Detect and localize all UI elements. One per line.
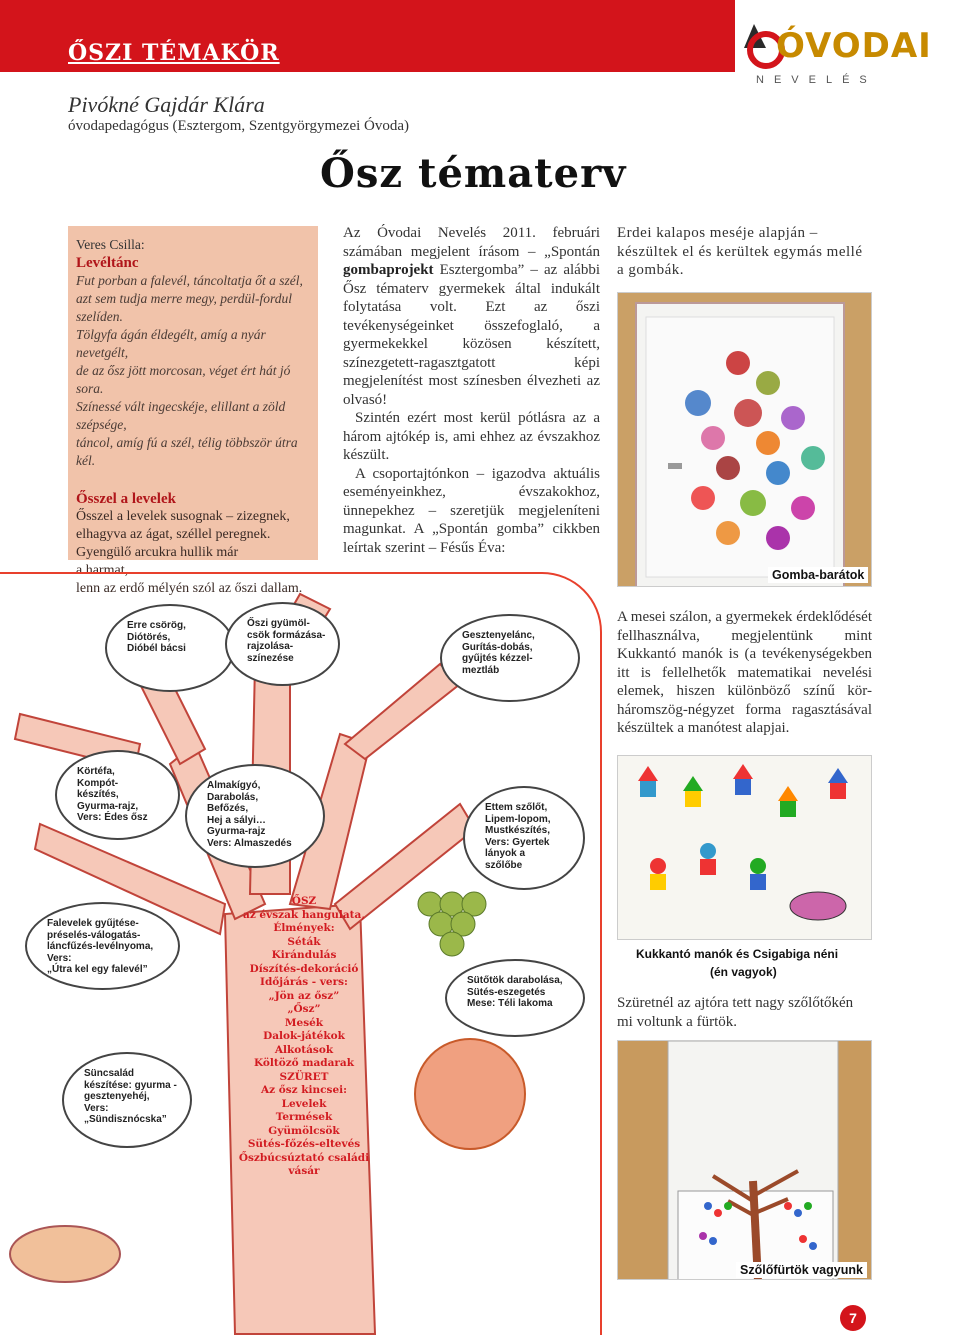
bubble-alma: Almakígyó, Darabolás, Befőzés, Hej a sályi… Gyurma-rajz Vers: Almaszedés — [185, 764, 325, 868]
caption-kukkanto-line1: Kukkantó manók és Csigabiga néni — [632, 946, 842, 962]
poem2-title: Ősszel a levelek — [76, 491, 176, 507]
body-paragraph: Az Óvodai Nevelés 2011. februári számában megjelent írásom – „Spontán gombaprojekt Esztergomba” – az alábbi Ősz tématerv gyermekek által indukált folytatása volt. Ezt az őszi tevékenységeinket összefoglaló, a gyermekekkel közösen készített, színezgetett-ragasztgatott képi megjelenítést most színesben élvezheti az olvasó! — [343, 225, 600, 408]
logo-subtext: NEVELÉS — [756, 74, 877, 86]
poem2-line: Ősszel a levelek susognak – zizegnek, — [76, 509, 290, 524]
poem-title: Levéltánc — [76, 255, 139, 271]
caption-szolofurtok: Szőlőfürtök vagyunk — [736, 1262, 867, 1278]
poem-line: Színessé vált ingecskéje, elillant a zöld szépsége, — [76, 399, 286, 432]
photo-szolofurtok-door — [617, 1040, 872, 1280]
poem-line: de az ősz jött morcosan, véget ért hát jó sora. — [76, 363, 291, 396]
poem-line: Fut porban a falevél, táncoltatja őt a szél, — [76, 273, 303, 288]
poem-box — [68, 226, 318, 596]
photo-mushroom-door — [617, 292, 872, 587]
logo-text: ÓVODAI — [776, 26, 932, 66]
poem-line: szelíden. — [76, 309, 123, 324]
poem2-line: lenn az erdő mélyén szól az őszi dallam. — [76, 581, 303, 596]
section-label: ŐSZI TÉMAKÖR — [68, 40, 280, 66]
poem-author: Veres Csilla: — [76, 237, 145, 252]
poem-line: Tölgyfa ágán éldegélt, amíg a nyár nevetgélt, — [76, 327, 266, 360]
page-number: 7 — [840, 1305, 866, 1331]
poem2-line: a harmat, — [76, 563, 129, 578]
photo-kukkanto-manok — [617, 755, 872, 940]
photo-kukkanto-image — [618, 756, 872, 940]
bubble-suncsalad: Süncsalád készítése: gyurma - gesztenyehéj, Vers: „Sündisznócska” — [62, 1052, 192, 1148]
body-column-right-intro: Erdei kalapos meséje alapján – készültek el és kerültek egymás mellé a gombák. — [617, 225, 863, 278]
section-header-band — [0, 0, 735, 72]
body-paragraph: A csoportajtónkon – igazodva aktuális eseményeinkhez, évszakokhoz, ünnepekhez – szeretjük megjeleníteni magunkat. A „Spontán gomba” cikkben leírtak szerint – Fésűs Éva: — [343, 465, 600, 556]
caption-gomba-baratok: Gomba-barátok — [768, 567, 868, 583]
article-title: Ősz tématerv — [320, 150, 627, 197]
caption-kukkanto-line2: (én vagyok) — [706, 964, 781, 980]
bubble-falevel: Falevelek gyűjtése- préselés-válogatás- láncfűzés-levélnyoma, Vers: „Útra kel egy falevél” — [25, 902, 180, 990]
photo-mushroom-door-image — [618, 293, 872, 587]
bubble-sutotok: Sütőtök darabolása, Sütés-eszegetés Mese: Téli lakoma — [445, 959, 585, 1037]
poem2-line: Gyengülő arcukra hullik már — [76, 545, 239, 560]
magazine-logo — [736, 18, 946, 92]
author-name: Pivókné Gajdár Klára — [68, 92, 265, 117]
body-column-right-middle: A mesei szálon, a gyermekek érdeklődését fellhasználva, megjelentünk mint Kukkantó manók is (a tevékenységekben itt is fellelhetők matematikai nevelési elemek, hiszen különböző színű kör-háromszög-négyzet forma ragasztásával készültek a manótest alapjai. — [617, 609, 872, 736]
tree-trunk-text: ŐSZ az évszak hangulata, Élmények: Séták Kirándulás Díszítés-dekoráció Időjárás - vers: „Jön az ősz” „Ősz” Mesék Dalok-játékok Alkotások Költöző madarak SZÜRET Az ősz kincsei: Levelek Termések Gyümölcsök Sütés-főzés-eltevés Őszbúcsúztató családi vásár — [238, 895, 370, 1177]
poem-line: táncol, amíg fú a szél, télig többször útra kél. — [76, 435, 298, 468]
photo-szolofurtok-image — [618, 1041, 872, 1280]
body-column-right-bottom: Szüretnél az ajtóra tett nagy szőlőtőkén mi voltunk a fürtök. — [617, 995, 854, 1030]
bubble-szolo: Ettem szőlőt, Lipem-lopom, Mustkészítés, Vers: Gyertek lányok a szőlőbe — [463, 786, 585, 890]
bubble-kortefa: Körtéfa, Kompót- készítés, Gyurma-rajz, Vers: Édes ősz — [55, 750, 180, 840]
bubble-gyumolcsok: Őszi gyümöl- csök formázása- rajzolása- színezése — [225, 602, 340, 686]
body-paragraph: Szintén ezért most kerül pótlásra az a három ajtókép is, ami ehhez az évszakhoz készült. — [343, 410, 600, 463]
bubble-dio: Erre csörög, Diótörés, Dióbél bácsi — [105, 604, 235, 692]
poem2-line: elhagyva az ágat, széllel peregnek. — [76, 527, 271, 542]
body-column-middle — [343, 224, 600, 557]
bubble-gesztenye: Gesztenyelánc, Gurítás-dobás, gyűjtés kézzel- meztláb — [440, 614, 580, 702]
author-affiliation: óvodapedagógus (Esztergom, Szentgyörgymezei Óvoda) — [68, 118, 410, 134]
poem-line: azt sem tudja merre megy, perdül-fordul — [76, 291, 292, 306]
